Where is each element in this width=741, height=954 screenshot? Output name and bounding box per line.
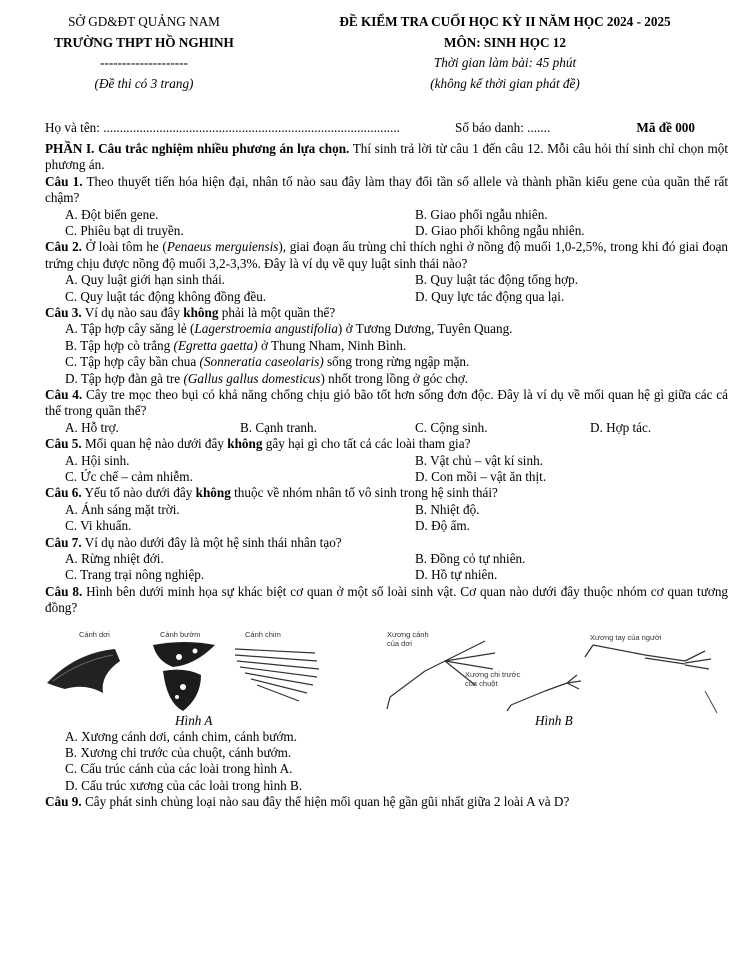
answer-option[interactable]: A. Quy luật giới hạn sinh thái. [65,272,226,288]
answer-option[interactable]: B. Vật chủ – vật kí sinh. [415,452,543,468]
school-header [14,12,274,94]
answer-option[interactable]: B. Đồng cỏ tự nhiên. [415,551,526,567]
answer-option[interactable]: C. Phiêu bạt di truyền. [65,223,184,239]
mouse-forelimb-icon [507,675,581,711]
answer-option[interactable]: B. Xương chi trước của chuột, cánh bướm. [65,745,292,761]
answer-option[interactable]: D. Con mồi – vật ăn thịt. [415,469,547,485]
question-7: Câu 7. Ví dụ nào dưới đây là một hệ sinh thái nhân tạo? [45,534,342,550]
answer-option[interactable]: A. Xương cánh dơi, cánh chim, cánh bướm. [65,728,297,744]
figure-label: Xương chi trước [465,669,521,679]
bat-wing-icon [47,649,120,693]
student-name-field[interactable]: Họ và tên: .......................................................................................... [45,120,400,135]
answer-option[interactable]: D. Giao phối không ngẫu nhiên. [415,223,585,239]
subject-name: MÔN: SINH HỌC 12 [444,34,566,50]
answer-option[interactable]: A. Tập hợp cây săng lẻ (Lagerstroemia angustifolia) ở Tương Dương, Tuyên Quang. [65,321,513,337]
answer-option[interactable]: A. Hỗ trợ. [65,419,119,435]
exam-header [280,12,730,94]
student-id-field[interactable]: Số báo danh: ....... [455,120,551,135]
answer-option[interactable]: C. Cộng sinh. [415,419,488,435]
question-3: Câu 3. Ví dụ nào sau đây không phải là một quần thể? [45,305,336,320]
department-name: SỞ GD&ĐT QUẢNG NAM [68,14,220,29]
header-divider: -------------------- [100,55,188,70]
answer-option[interactable]: C. Trang trại nông nghiệp. [65,567,205,583]
exam-title: ĐỀ KIỂM TRA CUỐI HỌC KỲ II NĂM HỌC 2024 - 2025 [339,14,671,29]
answer-option[interactable]: A. Đột biến gene. [65,206,159,222]
figure-label: Cánh bướm [160,629,201,639]
question-1: Câu 1. Theo thuyết tiến hóa hiện đại, nhân tố nào sau đây làm thay đổi tần số allele và thành phần kiểu gene của quần thể rất chậm? [45,173,729,206]
question-8: Câu 8. Hình bên dưới minh họa sự khác biệt cơ quan ở một số loài sinh vật. Cơ quan nào dưới đây thuộc nhóm cơ quan tương đồng? [45,583,729,616]
answer-option[interactable]: D. Độ ẩm. [415,518,470,534]
answer-option[interactable]: D. Hồ tự nhiên. [415,567,498,583]
question-4: Câu 4. Cây tre mọc theo bụi có khả năng chống chịu gió bão tốt hơn sống đơn độc. Đây là ví dụ về mối quan hệ gì giữa các cá thể trong quần thể? [45,387,728,419]
answer-option[interactable]: C. Quy luật tác động không đồng đều. [65,288,267,304]
figure-label: Xương cánh [387,629,429,639]
time-limit: Thời gian làm bài: 45 phút [433,55,577,70]
answer-option[interactable]: D. Tập hợp đàn gà tre (Gallus gallus domesticus) nhốt trong lồng ở góc chợ. [65,370,469,386]
answer-option[interactable]: B. Giao phối ngẫu nhiên. [415,206,548,222]
answer-option[interactable]: A. Ánh sáng mặt trời. [65,501,180,517]
student-info-line [45,118,695,138]
answer-option[interactable]: C. Vi khuẩn. [65,518,132,534]
answer-option[interactable]: B. Nhiệt độ. [415,501,480,517]
figure-label: của dơi [387,638,412,648]
part1-heading: PHẦN I. Câu trắc nghiệm nhiều phương án lựa chọn. Thí sinh trả lời từ câu 1 đến câu 12. Mỗi câu hỏi thí sinh chỉ chọn một phương án. [45,141,728,173]
answer-option[interactable]: C. Tập hợp cây bần chua (Sonneratia caseolaris) sống trong rừng ngập mặn. [65,354,470,370]
figure-label: Cánh dơi [79,629,110,639]
question-5: Câu 5. Mối quan hệ nào dưới đây không gây hại gì cho tất cả các loài tham gia? [45,436,471,452]
exam-code: Mã đề 000 [636,120,695,135]
answer-option[interactable]: D. Hợp tác. [590,419,652,435]
figure-caption-b: Hình B [535,712,573,728]
butterfly-wing-icon [153,642,215,711]
answer-option[interactable]: A. Hội sinh. [65,452,130,468]
answer-option[interactable]: D. Quy lực tác động qua lại. [415,288,565,304]
organ-figure [45,631,728,713]
figure-drawing [45,631,728,713]
answer-option[interactable]: B. Quy luật tác động tổng hợp. [415,272,579,288]
answer-option[interactable]: B. Tập hợp cò trắng (Egretta gaetta) ở Thung Nham, Ninh Bình. [65,337,407,353]
time-note: (không kể thời gian phát đề) [430,75,580,91]
figure-label: Xương tay của người [590,632,662,642]
bird-wing-icon [235,649,319,701]
exam-content [45,141,728,811]
answer-option[interactable]: D. Cấu trúc xương của các loài trong hình B. [65,777,303,793]
figure-label: của chuột [465,678,498,688]
question-2: Câu 2. Ở loài tôm he (Penaeus merguiensis), giai đoạn ấu trùng chỉ thích nghi ở nồng độ muối 1,0-2,5%, trong khi đó giai đoạn trứng chịu được nồng độ muối 3,2-3,3%. Đây là ví dụ về quy luật sinh thái nào? [45,239,729,271]
bat-skeleton-icon [387,638,495,709]
answer-option[interactable]: C. Ức chế – cảm nhiễm. [65,469,193,485]
school-name: TRƯỜNG THPT HỒ NGHINH [54,34,234,50]
answer-option[interactable]: C. Cấu trúc cánh của các loài trong hình A. [65,761,293,777]
figure-label: Cánh chim [245,629,281,639]
answer-option[interactable]: A. Rừng nhiệt đới. [65,551,164,567]
question-9: Câu 9. Cây phát sinh chủng loại nào sau đây thể hiện mối quan hệ gần gũi nhất giữa 2 loài A và D? [45,794,570,810]
figure-caption-a: Hình A [175,712,213,728]
page-count-note: (Đề thi có 3 trang) [94,75,194,91]
question-6: Câu 6. Yếu tố nào dưới đây không thuộc về nhóm nhân tố vô sinh trong hệ sinh thái? [45,485,498,501]
human-arm-skeleton-icon [585,645,711,669]
answer-option[interactable]: B. Cạnh tranh. [240,419,317,435]
